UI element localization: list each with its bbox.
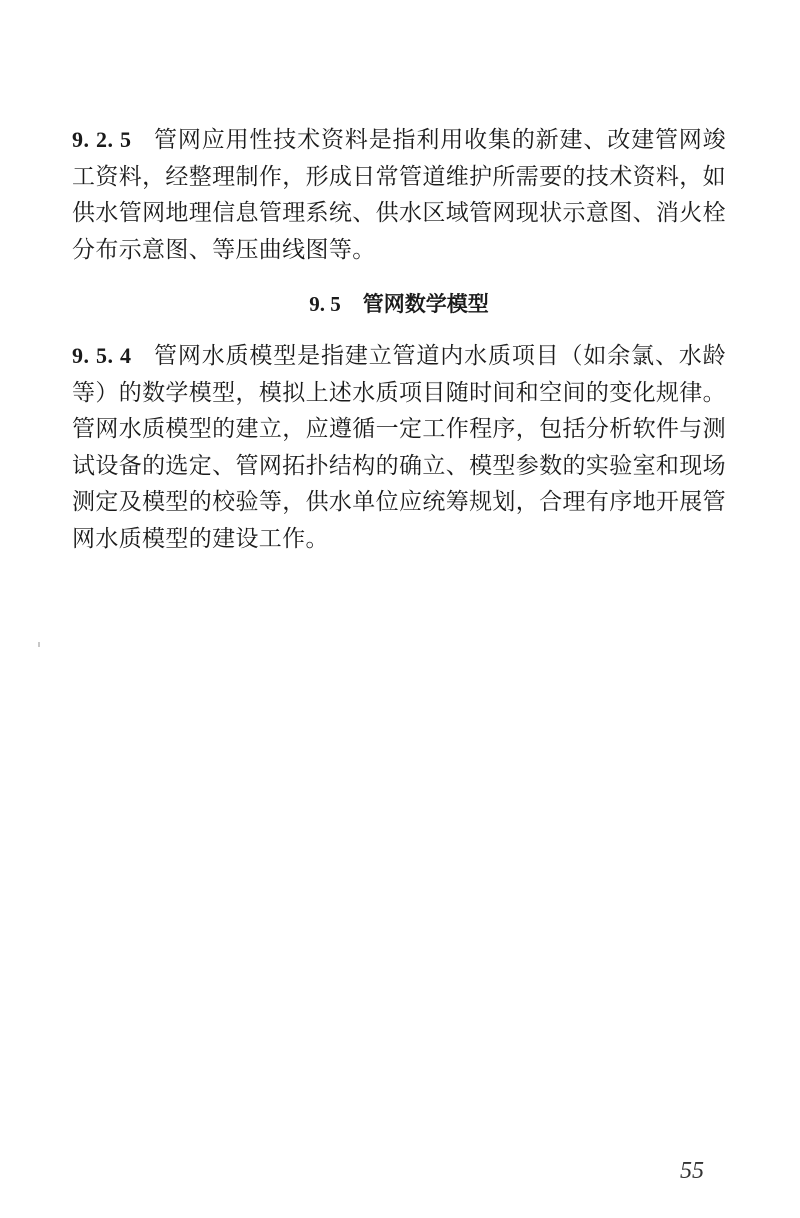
page-number: 55 xyxy=(680,1158,704,1184)
section-number: 9. 5 xyxy=(309,292,341,316)
section-title: 管网数学模型 xyxy=(362,291,489,316)
clause-number: 9. 2. 5 xyxy=(72,127,132,152)
document-body xyxy=(72,122,726,557)
clause-text: 管网应用性技术资料是指利用收集的新建、改建管网竣工资料，经整理制作，形成日常管道维护所需要的技术资料，如供水管网地理信息管理系统、供水区域管网现状示意图、消火栓分布示意图、等压曲线图等。 xyxy=(72,127,727,263)
clause-number: 9. 5. 4 xyxy=(72,343,132,368)
section-heading xyxy=(72,286,726,322)
scan-speck xyxy=(38,642,40,647)
clause-9-5-4 xyxy=(72,338,726,557)
clause-9-2-5 xyxy=(72,122,726,268)
clause-text: 管网水质模型是指建立管道内水质项目（如余氯、水龄等）的数学模型，模拟上述水质项目随时间和空间的变化规律。管网水质模型的建立，应遵循一定工作程序，包括分析软件与测试设备的选定、管网拓扑结构的确立、模型参数的实验室和现场测定及模型的校验等，供水单位应统筹规划，合理有序地开展管网水质模型的建设工作。 xyxy=(72,343,727,552)
